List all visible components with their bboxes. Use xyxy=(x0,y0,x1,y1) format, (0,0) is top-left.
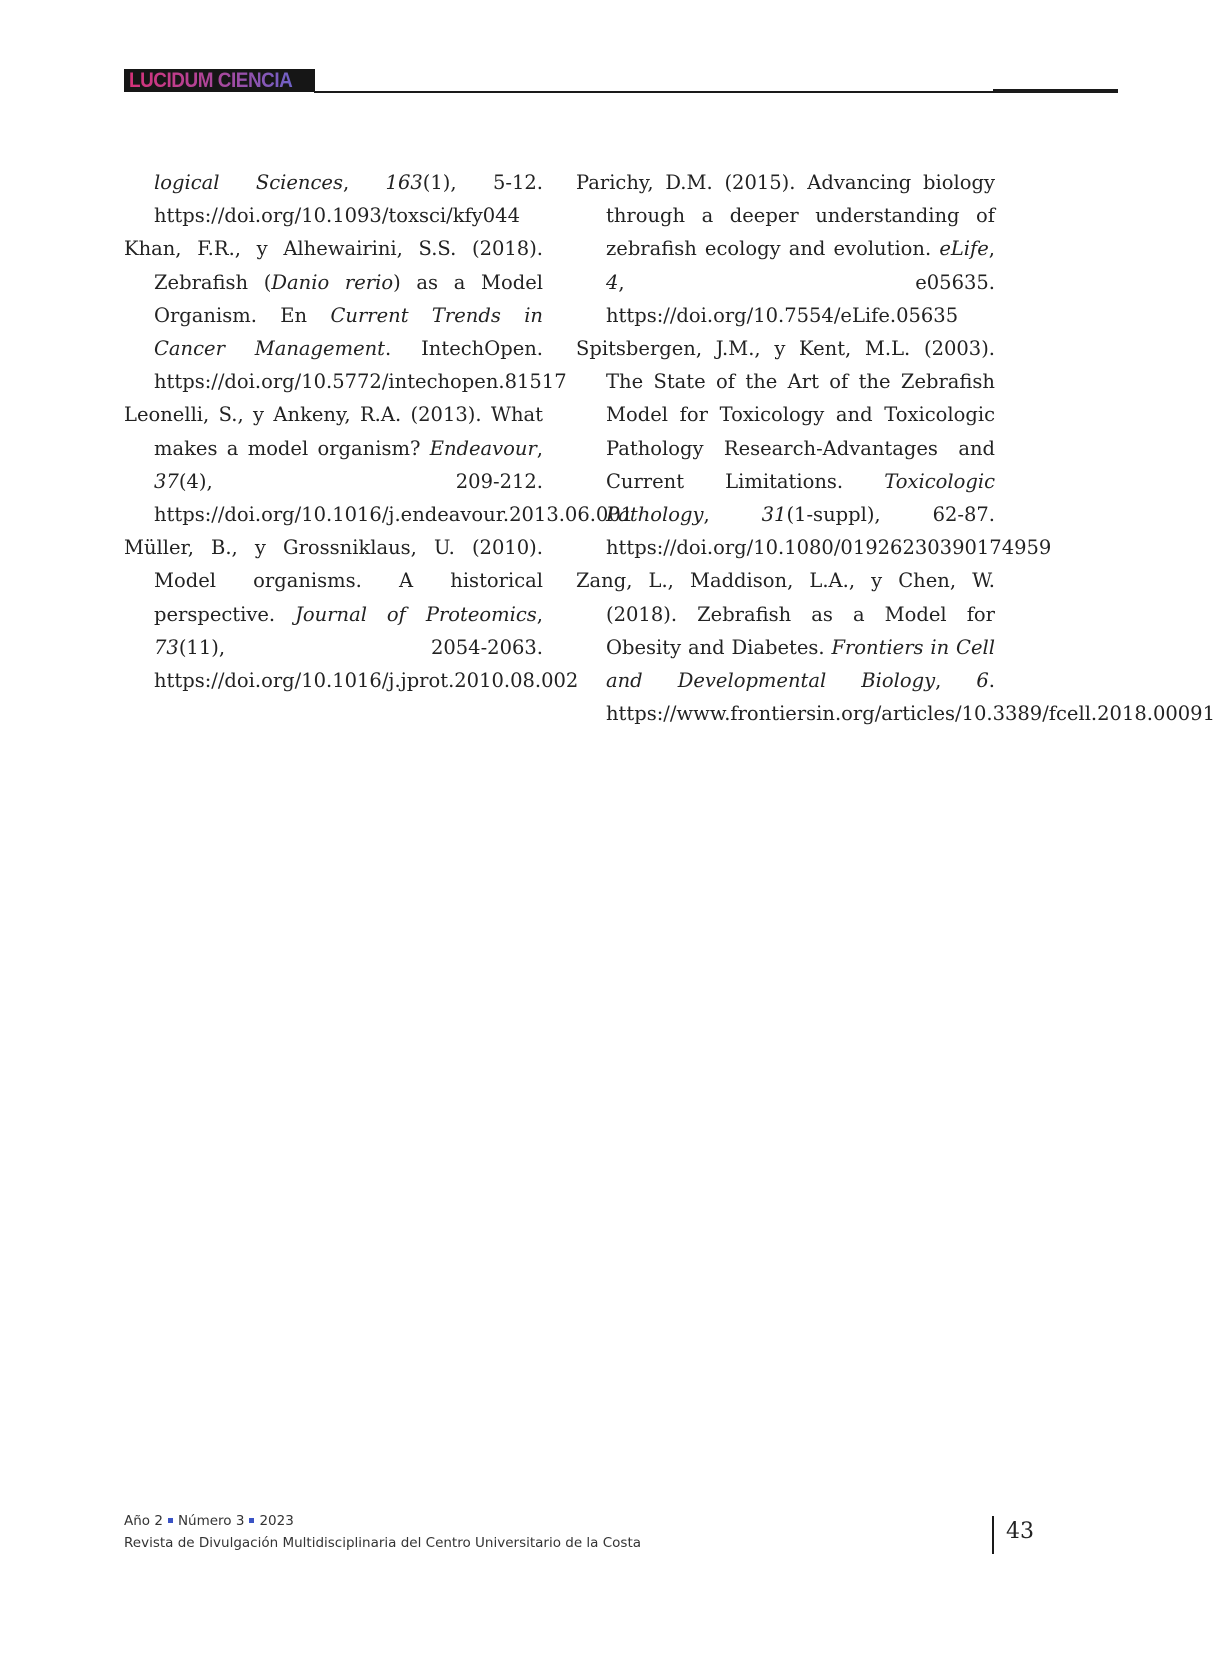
journal-logo-text: LUCIDUM CIENCIA xyxy=(129,69,293,92)
references-right-column xyxy=(576,166,1215,730)
reference-text: , xyxy=(988,237,995,261)
page-number: 43 xyxy=(1006,1519,1034,1544)
reference-italic-text: Danio rerio xyxy=(271,270,394,294)
reference-text: Leonelli, S., y Ankeny, R.A. (2013). What makes a model organism? xyxy=(124,403,543,460)
reference-text: . IntechOpen. https://doi.org/10.5772/intechopen.81517 xyxy=(154,337,567,394)
footer-issue: Número 3 xyxy=(177,1513,245,1529)
reference-text: Zang, L., Maddison, L.A., y Chen, W. (2018). Zebrafish as a Model for Obesity and Diabetes. xyxy=(576,569,995,659)
reference-italic-text: Frontiers in Cell and Developmental Biology xyxy=(606,635,995,693)
reference-italic-text: 4 xyxy=(606,270,619,294)
reference-text: Spitsbergen, J.M., y Kent, M.L. (2003). The State of the Art of the Zebrafish Model for Toxicology and Toxicologic Pathology Research-Advantages and Current Limitations. xyxy=(576,337,995,493)
footer-date: 2023 xyxy=(259,1513,294,1529)
reference-italic-text: logical Sciences xyxy=(154,171,343,194)
reference-text: Müller, B., y Grossniklaus, U. (2010). Model organisms. A historical perspective. xyxy=(124,536,543,626)
reference-entry xyxy=(576,166,995,332)
footer-year: Año 2 xyxy=(124,1513,163,1529)
journal-logo xyxy=(124,69,315,92)
page-footer xyxy=(124,1510,641,1554)
references-left-column xyxy=(124,166,634,697)
reference-text: , xyxy=(536,436,543,460)
reference-italic-text: 37 xyxy=(154,469,179,493)
reference-italic-text: 163 xyxy=(385,171,423,194)
square-bullet-icon xyxy=(249,1518,254,1523)
reference-text: Parichy, D.M. (2015). Advancing biology through a deeper understanding of zebrafish ecology and evolution. xyxy=(576,171,995,261)
reference-text: (4), 209-212. https://doi.org/10.1016/j.endeavour.2013.06.001 xyxy=(154,469,634,527)
reference-text: (1-suppl), 62-87. https://doi.org/10.1080/01926230390174959 xyxy=(606,503,1052,560)
reference-text: ) as a Model Organism. En xyxy=(154,270,543,327)
reference-text: , xyxy=(536,602,543,626)
reference-entry xyxy=(576,332,1052,564)
header-rule-accent xyxy=(993,89,1118,93)
reference-entry xyxy=(124,232,567,398)
page-number-divider xyxy=(992,1516,994,1554)
reference-italic-text: Current Trends in Cancer Management xyxy=(154,303,543,361)
reference-entry xyxy=(576,564,1215,730)
reference-text: Khan, F.R., y Alhewairini, S.S. (2018). Zebrafish ( xyxy=(124,237,543,294)
reference-italic-text: 73 xyxy=(154,635,179,659)
reference-text: . https://www.frontiersin.org/articles/10.3389/fcell.2018.00091 xyxy=(606,669,1215,726)
square-bullet-icon xyxy=(168,1518,173,1523)
reference-italic-text: Endeavour xyxy=(429,436,537,460)
reference-text: , e05635. https://doi.org/10.7554/eLife.05635 xyxy=(606,270,995,327)
reference-text: (1), 5-12. https://doi.org/10.1093/toxsci/kfy044 xyxy=(154,171,543,228)
reference-italic-text: Toxicologic Pathology xyxy=(606,469,995,527)
issue-info xyxy=(124,1510,641,1532)
journal-description: Revista de Divulgación Multidisciplinaria del Centro Universitario de la Costa xyxy=(124,1535,642,1551)
reference-italic-text: eLife xyxy=(939,237,989,261)
running-header xyxy=(124,69,1118,97)
reference-text: (11), 2054-2063. https://doi.org/10.1016/j.jprot.2010.08.002 xyxy=(154,635,579,693)
reference-entry xyxy=(124,398,634,531)
reference-text: , xyxy=(703,503,762,527)
reference-text: , xyxy=(935,669,977,693)
reference-entry xyxy=(124,166,543,232)
reference-italic-text: 6 xyxy=(976,669,989,693)
reference-italic-text: Journal of Proteomics xyxy=(295,602,537,626)
reference-text: , xyxy=(342,171,386,194)
reference-entry xyxy=(124,531,579,697)
reference-italic-text: 31 xyxy=(761,503,787,527)
